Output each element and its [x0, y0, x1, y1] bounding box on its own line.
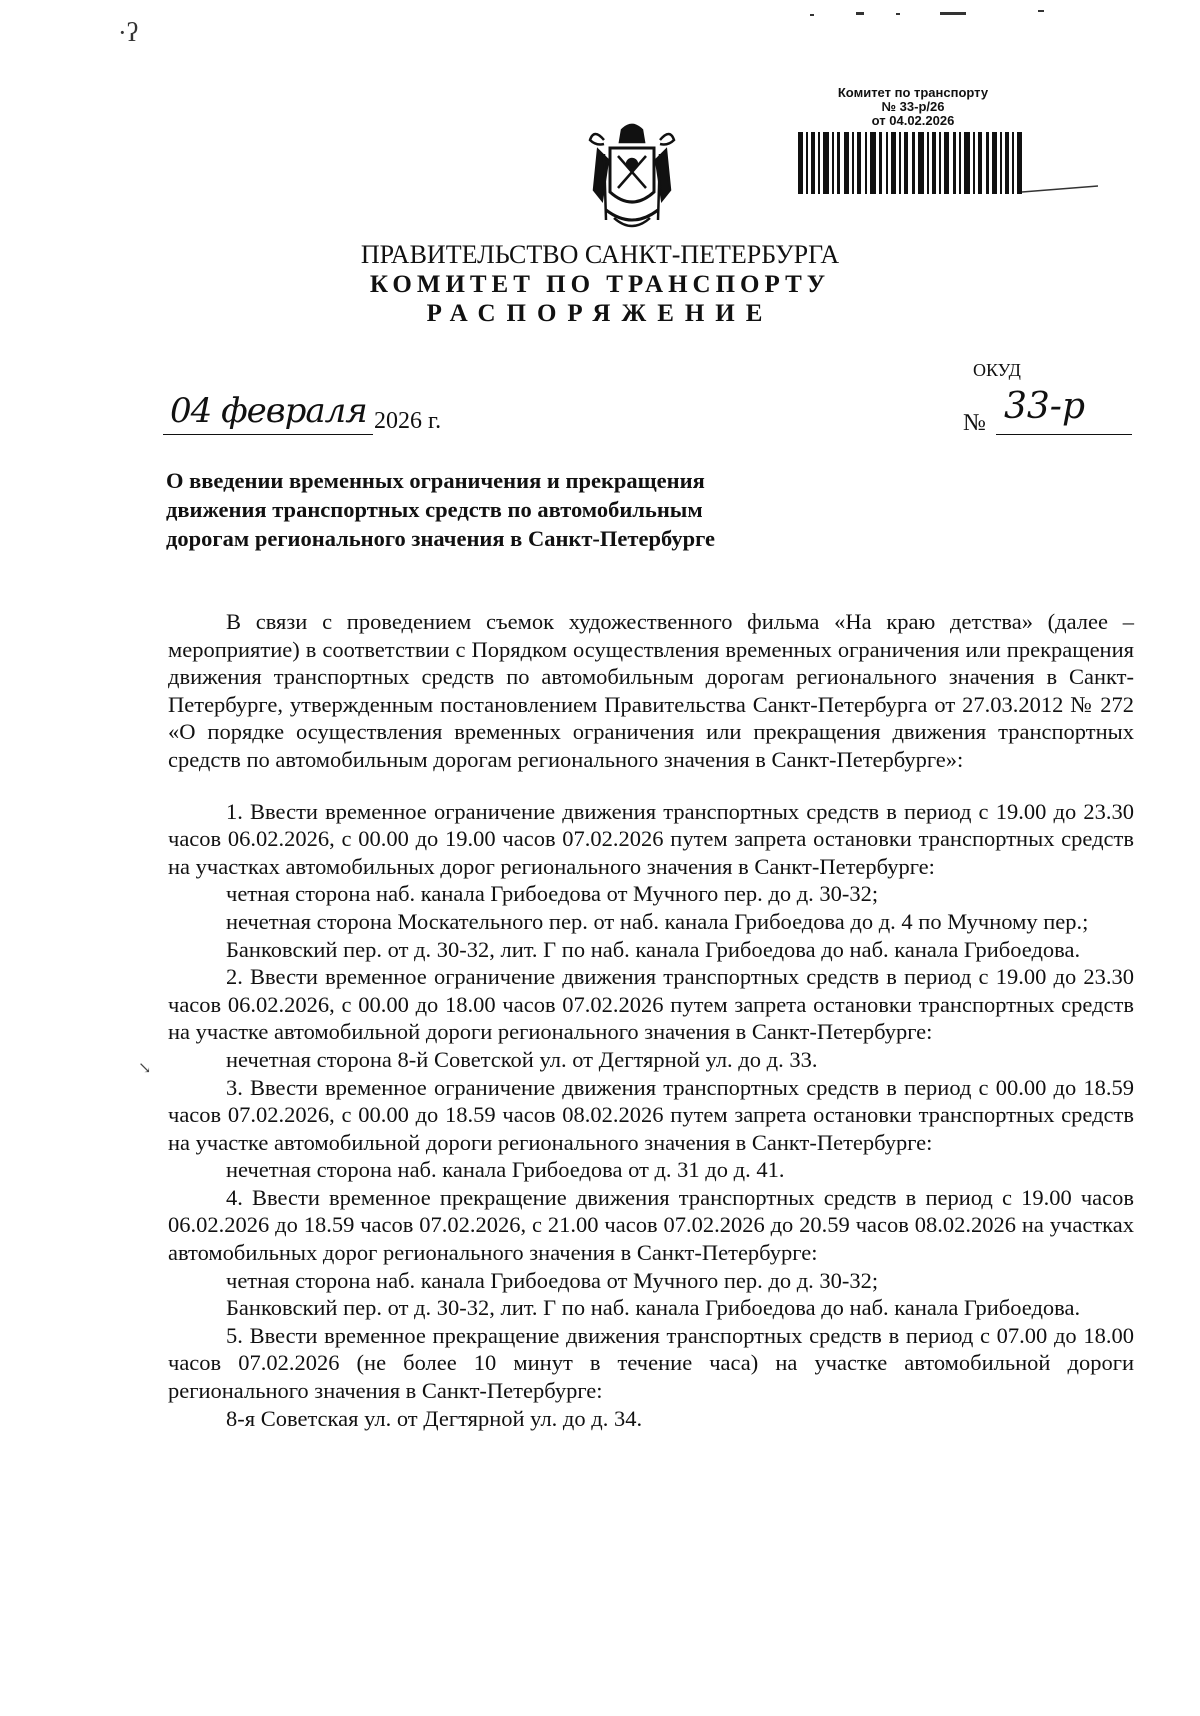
number-handwritten: 33-р	[1004, 386, 1086, 427]
scribble-mark: ·ʔ	[118, 18, 139, 47]
item-3: 3. Ввести временное ограничение движения транспортных средств в период с 00.00 до 18.59 часов 07.02.2026, с 00.00 до 18.59 часов 08.02.2026 путем запрета остановки транспортных средств на участке автомобильной дороги регионального значения в Санкт-Петербурге:	[168, 1074, 1134, 1155]
document-title: О введении временных ограничения и прекращения движения транспортных средств по автомобильным дорогам регионального значения в Санкт-Петербурге	[166, 468, 716, 551]
item-1-street: Банковский пер. от д. 30-32, лит. Г по наб. канала Грибоедова до наб. канала Грибоедова.	[226, 936, 1081, 962]
stamp-line-2: № 33-р/26	[881, 99, 945, 114]
item-2-street: нечетная сторона 8-й Советской ул. от Дегтярной ул. до д. 33.	[226, 1046, 818, 1072]
scan-specks	[800, 8, 1100, 20]
st-petersburg-coat-of-arms-icon	[584, 120, 680, 238]
committee-heading: КОМИТЕТ ПО ТРАНСПОРТУ	[369, 271, 831, 298]
preamble-paragraph: В связи с проведением съемок художественного фильма «На краю детства» (далее – мероприятие) в соответствии с Порядком осуществления временных ограничения или прекращения движения транспортных средств по автомобильным дорогам регионального значения в Санкт-Петербурге, утвержденным постановлением Правительства Санкт-Петербурга от 27.03.2012 № 272 «О порядке осуществления временных ограничения или прекращения движения транспортных средств по автомобильным дорогам регионального значения в Санкт-Петербурге»:	[168, 609, 1134, 772]
number-label: №	[963, 410, 986, 436]
item-4-street: Банковский пер. от д. 30-32, лит. Г по наб. канала Грибоедова до наб. канала Грибоедова.	[226, 1295, 1081, 1321]
item-4: 4. Ввести временное прекращение движения транспортных средств в период с 19.00 часов 06.02.2026 до 18.59 часов 07.02.2026, с 21.00 часов 07.02.2026 до 20.59 часов 08.02.2026 на участках автомобильных дорог регионального значения в Санкт-Петербурге:	[168, 1184, 1134, 1266]
item-5: 5. Ввести временное прекращение движения транспортных средств в период с 07.00 до 18.00 часов 07.02.2026 (не более 10 минут в течение часа) на участке автомобильной дороги регионального значения в Санкт-Петербурге:	[168, 1322, 1134, 1404]
item-5-street: 8-я Советская ул. от Дегтярной ул. до д. 34.	[226, 1405, 643, 1431]
document-body	[168, 608, 1134, 1432]
government-heading: ПРАВИТЕЛЬСТВО САНКТ-ПЕТЕРБУРГА	[360, 240, 840, 269]
date-year: 2026 г.	[374, 408, 442, 434]
item-1: 1. Ввести временное ограничение движения транспортных средств в период с 19.00 до 23.30 часов 06.02.2026, с 00.00 до 19.00 часов 07.02.2026 путем запрета остановки транспортных средств на участках автомобильных дорог регионального значения в Санкт-Петербурге:	[168, 798, 1134, 879]
item-4-street: четная сторона наб. канала Грибоедова от Мучного пер. до д. 30-32;	[226, 1267, 879, 1293]
doc-type-heading: РАСПОРЯЖЕНИЕ	[426, 300, 774, 327]
stamp-line-1: Комитет по транспорту	[837, 85, 989, 100]
item-3-street: нечетная сторона наб. канала Грибоедова от д. 31 до д. 41.	[226, 1157, 785, 1183]
okud-label: ОКУД	[973, 360, 1021, 380]
stamp-line-3: от 04.02.2026	[871, 113, 955, 128]
item-1-street: нечетная сторона Москательного пер. от наб. канала Грибоедова до д. 4 по Мучному пер.;	[226, 908, 1089, 934]
registration-stamp	[798, 86, 1098, 128]
item-1-street: четная сторона наб. канала Грибоедова от Мучного пер. до д. 30-32;	[226, 881, 879, 907]
margin-mark: ↘	[138, 1060, 152, 1077]
item-2: 2. Ввести временное ограничение движения транспортных средств в период с 19.00 до 23.30 часов 06.02.2026, с 00.00 до 18.00 часов 07.02.2026 путем запрета остановки транспортных средств на участке автомобильной дороги регионального значения в Санкт-Петербурге:	[168, 964, 1134, 1045]
barcode-icon	[798, 132, 1098, 194]
date-handwritten: 04 февраля	[170, 391, 367, 431]
